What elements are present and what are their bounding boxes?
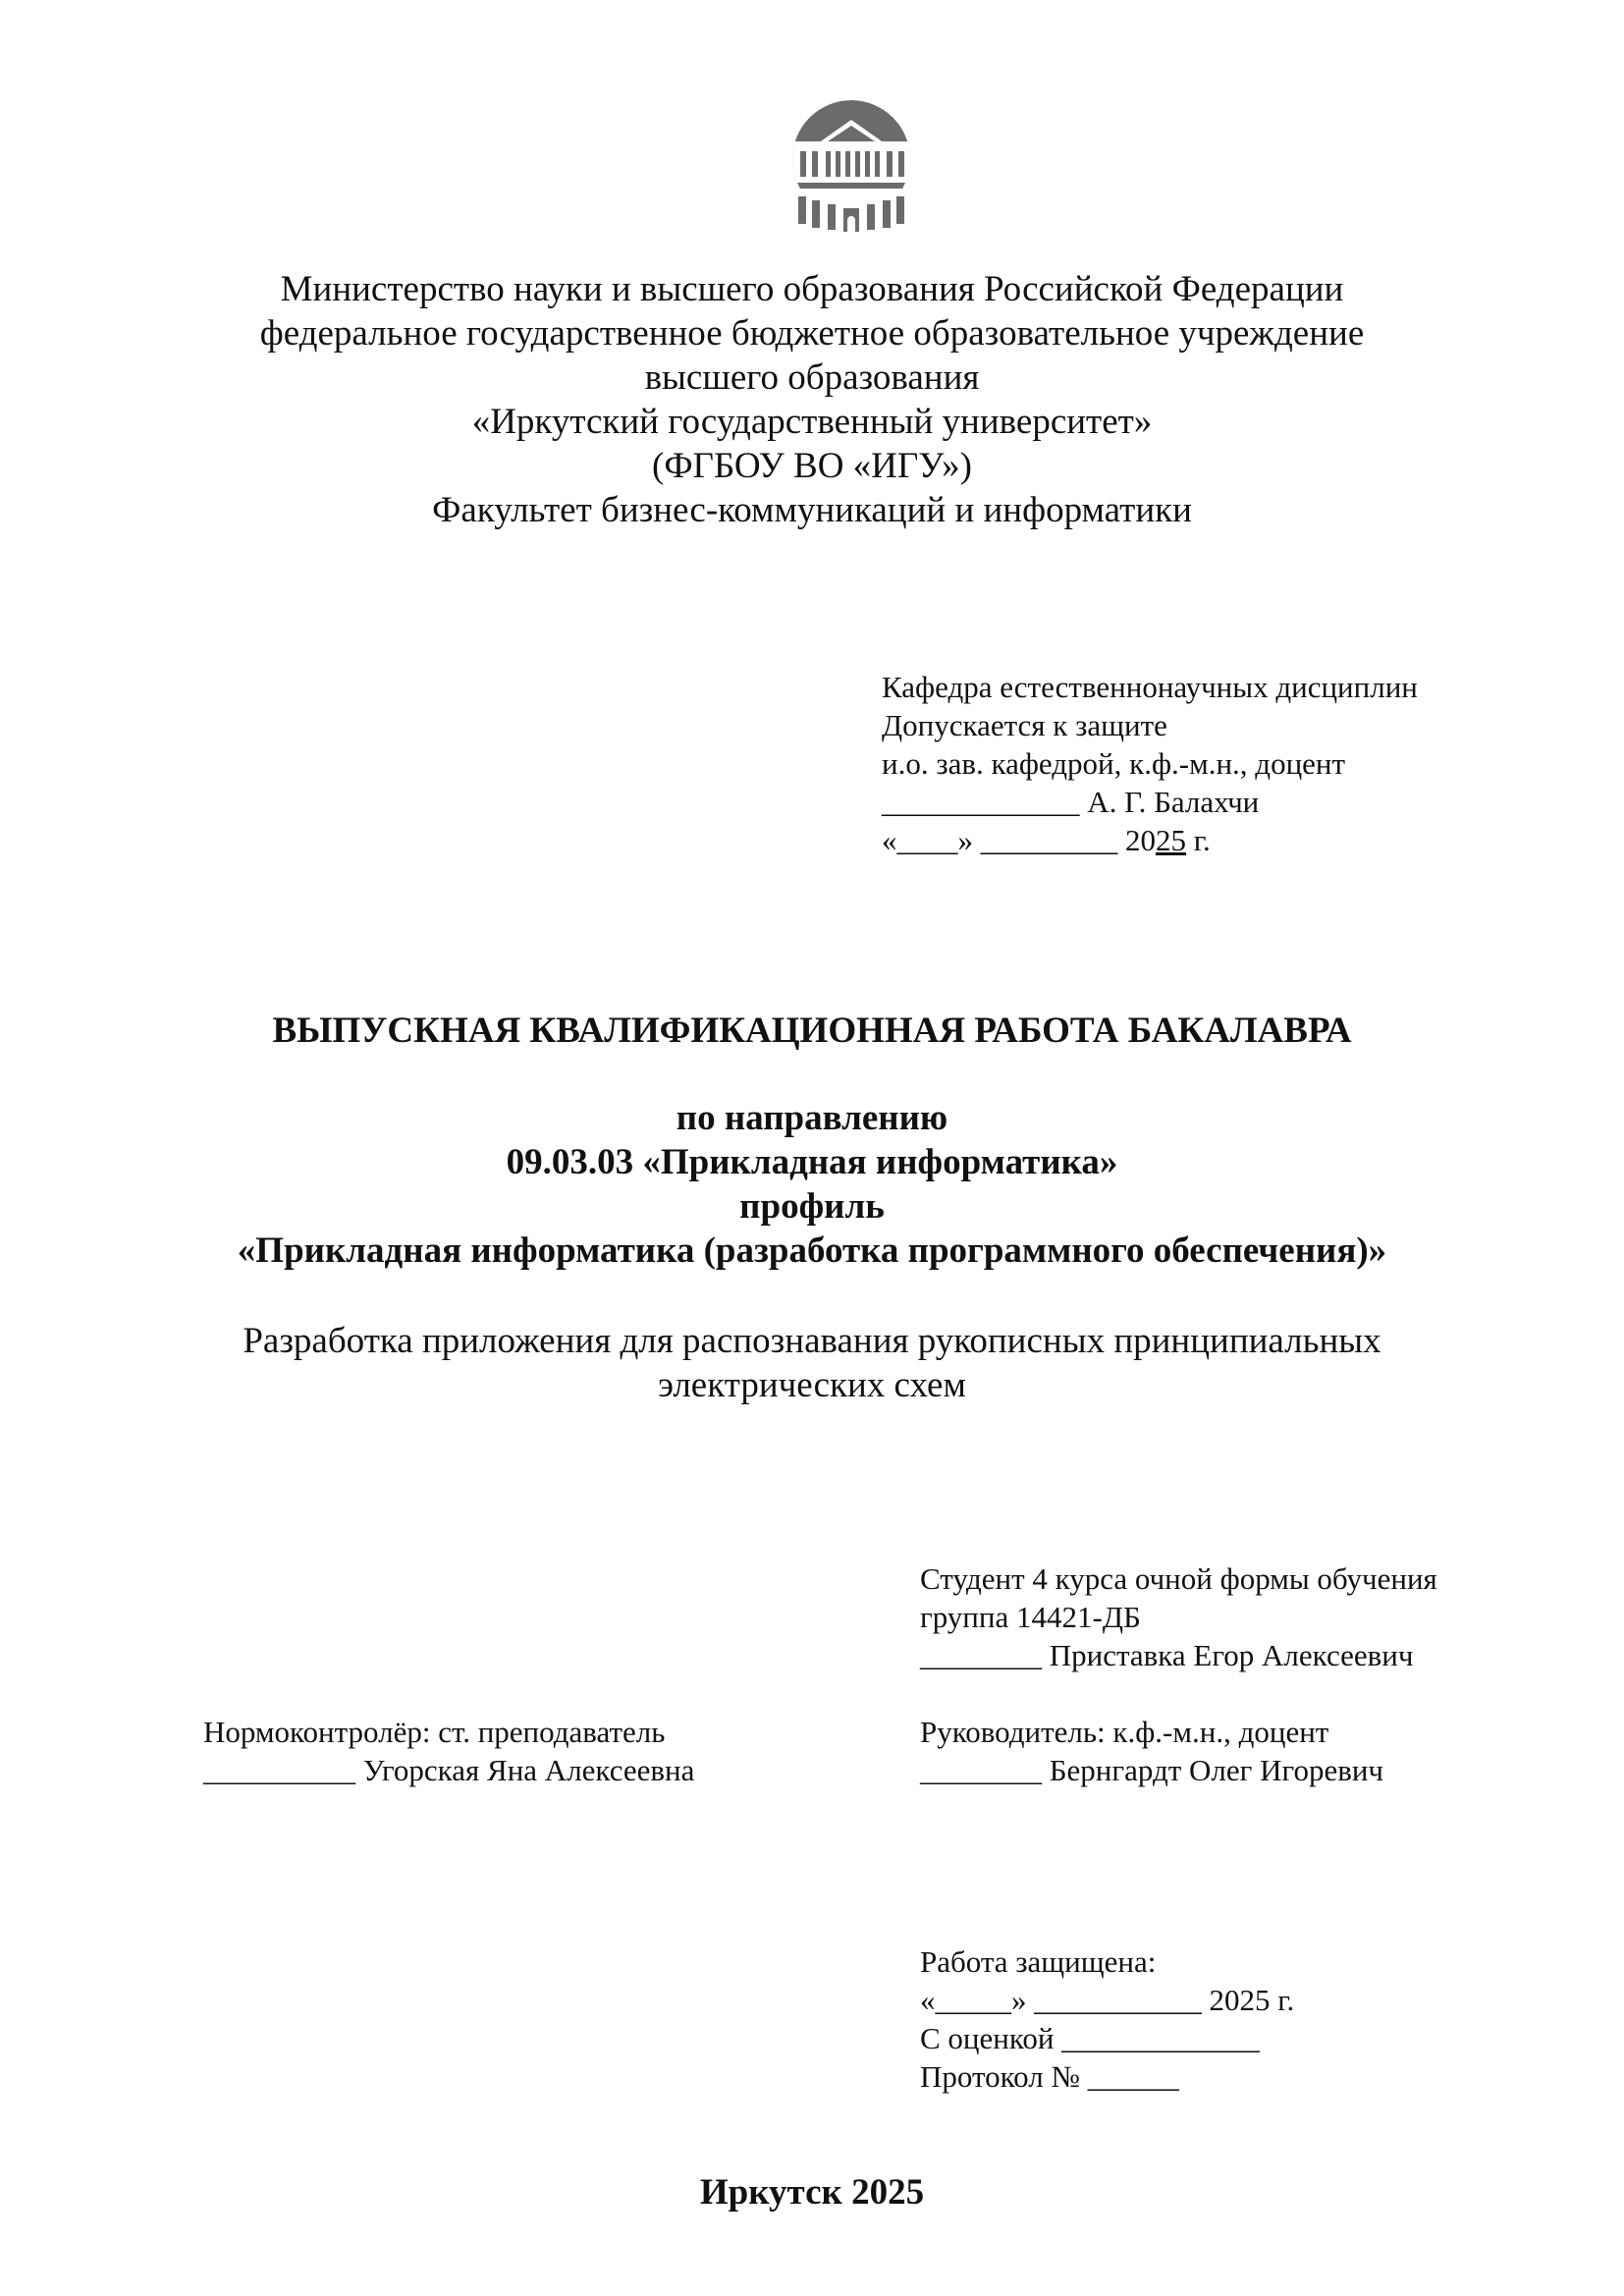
direction-label: по направлению [676,1098,948,1138]
direction-block [0,1096,1624,1273]
profile-value: «Прикладная информатика (разработка программного обеспечения)» [237,1230,1387,1271]
head-position-text: и.о. зав. кафедрой, к.ф.-м.н., доцент [882,746,1346,781]
normcontrol-signature-line: __________ Угорская Яна Алексеевна [203,1753,695,1787]
university-abbr-line: (ФГБОУ ВО «ИГУ») [652,446,972,486]
education-level-line: высшего образования [644,357,980,398]
normcontrol-position-text: Нормоконтролёр: ст. преподаватель [203,1715,666,1749]
supervisor-block [920,1713,1607,1789]
thesis-title-line-1: Разработка приложения для распознавания рукописных принципиальных [243,1321,1381,1361]
defense-block [920,1942,1607,2096]
faculty-line: Факультет бизнес-коммуникаций и информатики [432,490,1192,530]
student-signature-line: ________ Приставка Егор Алексеевич [920,1638,1414,1672]
student-course-text: Студент 4 курса очной формы обучения [920,1561,1437,1596]
head-signature-line: _____________ А. Г. Балахчи [882,785,1260,819]
city-year-footer: Иркутск 2025 [699,2172,925,2213]
supervisor-signature-line: ________ Бернгардт Олег Игоревич [920,1753,1384,1787]
admission-text: Допускается к защите [882,708,1167,742]
supervisor-position-text: Руководитель: к.ф.-м.н., доцент [920,1715,1329,1749]
defense-status-text: Работа защищена: [920,1944,1157,1979]
approval-block [882,668,1589,859]
student-group-text: группа 14421-ДБ [920,1600,1141,1634]
university-name-line: «Иркутский государственный университет» [471,402,1153,442]
approval-date-line: «____» _________ 2025 г. [882,823,1211,857]
thesis-title [0,1319,1624,1407]
header-block [0,267,1624,532]
work-type-heading: ВЫПУСКНАЯ КВАЛИФИКАЦИОННАЯ РАБОТА БАКАЛАВРА [272,1011,1352,1051]
ministry-line: Министерство науки и высшего образования Российской Федерации [280,269,1344,309]
department-text: Кафедра естественнонаучных дисциплин [882,670,1418,704]
defense-date-line: «_____» ___________ 2025 г. [920,1983,1295,2017]
direction-value: 09.03.03 «Прикладная информатика» [506,1142,1118,1182]
defense-grade-line: С оценкой _____________ [920,2021,1260,2055]
university-logo [779,98,924,236]
institution-type-line: федеральное государственное бюджетное образовательное учреждение [259,313,1365,354]
profile-label: профиль [739,1186,885,1227]
thesis-title-line-2: электрических схем [658,1365,966,1405]
normcontrol-block [203,1713,891,1789]
defense-protocol-line: Протокол № ______ [920,2059,1179,2094]
student-block [920,1559,1607,1674]
approval-year-underlined: 25 [1156,823,1186,857]
